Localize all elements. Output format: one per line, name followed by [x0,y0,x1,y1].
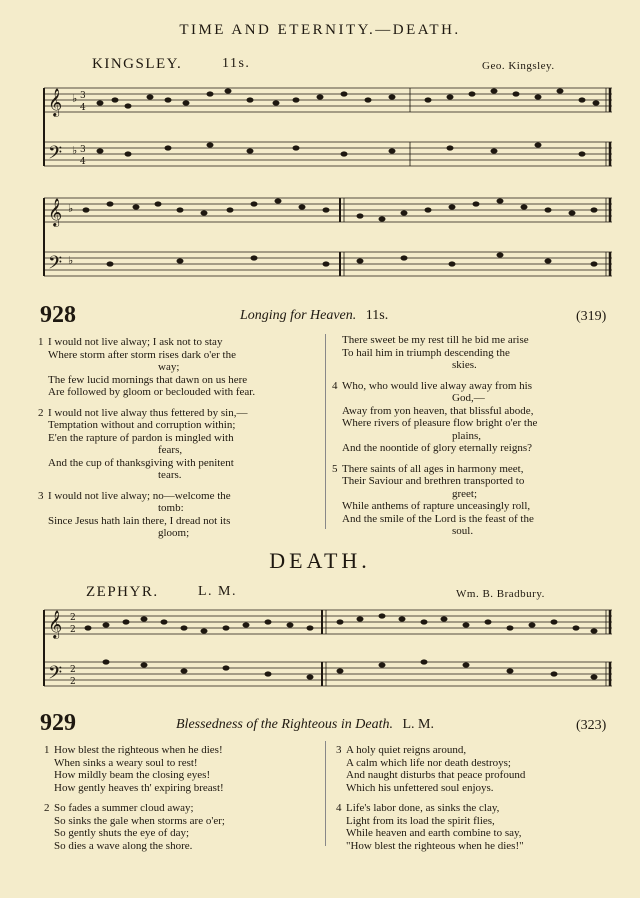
hymn-title-text: Longing for Heaven. [240,308,357,323]
column-divider [325,334,326,529]
stanza-line [38,374,322,387]
stanza-line [332,463,616,476]
music-zephyr [40,600,618,700]
stanza-line [44,827,320,840]
hymn-meter-928: 11s. [365,308,389,323]
svg-text:♭: ♭ [68,202,74,215]
stanza-number: 3 [336,744,342,756]
stanza-line-text: Which his unfettered soul enjoys. [346,781,494,794]
stanza-line-text: When sinks a weary soul to rest! [54,756,198,769]
stanza-line [38,444,322,457]
stanza-line-text: How blest the righteous when he dies! [54,744,223,756]
stanza-line [38,349,322,362]
stanza-line-text: I would not live alway thus fettered by sin,— [48,406,248,419]
stanza-line [38,457,322,470]
stanza-line-text: "How blest the righteous when he dies!" [346,839,524,852]
stanza-line-text: A holy quiet reigns around, [346,744,467,756]
stanza-line-text: Life's labor done, as sinks the clay, [346,802,500,814]
hymn-title-928 [240,308,388,324]
stanza-line [38,386,322,399]
composer-kingsley: Geo. Kingsley. [482,60,555,72]
tune-name-kingsley: KINGSLEY. [92,56,183,72]
stanza-line [332,380,616,393]
hymn-meter-929: L. M. [402,717,434,732]
stanza-line [44,802,320,815]
column-divider [325,741,326,846]
stanza-number: 4 [336,802,342,814]
hymn-ref-929: (323) [576,718,607,733]
stanza-line-text: Light from its load the spirit flies, [346,814,495,827]
stanza-line [44,757,320,770]
stanza-line-text: fears, [158,444,183,456]
stanza-line-text: And naught disturbs that peace profound [346,769,526,781]
hymn-929-column-1 [44,744,320,860]
stanza-line [336,827,616,840]
stanza-line-text: There sweet be my rest till he bid me arise [342,334,529,346]
stanza [336,744,616,794]
svg-text:♭: ♭ [72,92,78,105]
stanza [38,336,322,399]
stanza [332,463,616,538]
stanza [332,380,616,455]
svg-text:♭: ♭ [72,144,78,157]
svg-text:2: 2 [70,613,76,623]
stanza-line-text: gloom; [158,527,190,539]
stanza-line-text: So dies a wave along the shore. [54,839,193,852]
running-head: TIME AND ETERNITY.—DEATH. [179,22,461,38]
svg-text:𝄢: 𝄢 [48,253,63,278]
stanza [38,490,322,540]
stanza-line-text: way; [158,361,180,373]
stanza-line [332,500,616,513]
hymn-number-929: 929 [40,710,76,736]
composer-zephyr: Wm. B. Bradbury. [456,588,545,600]
stanza-line-text: greet; [452,487,478,500]
stanza-line-text: skies. [452,359,477,371]
stanza-line [332,525,616,538]
stanza-line-text: There saints of all ages in harmony meet, [342,462,524,475]
stanza-line [332,430,616,443]
stanza-line-text: How gently heaves th' expiring breast! [54,781,224,794]
stanza-line-text: Their Saviour and brethren transported to [342,475,525,487]
stanza-line-text: plains, [452,429,482,442]
stanza-line [38,407,322,420]
stanza-line [336,744,616,757]
stanza-line-text: tears. [158,469,182,481]
section-title: DEATH. [269,548,371,573]
stanza-line-text: While heaven and earth combine to say, [346,827,522,839]
stanza-line [44,815,320,828]
hymn-928-column-2 [332,334,616,546]
stanza-line-text: And the noontide of glory eternally reigns? [342,442,533,454]
stanza-line-text: Where storm after storm rises dark o'er the [48,348,236,361]
stanza-line [332,475,616,488]
stanza-line [38,361,322,374]
stanza-line [332,417,616,430]
stanza-number: 5 [332,462,338,475]
svg-text:3: 3 [80,145,86,155]
stanza-line-text: So fades a summer cloud away; [54,802,194,814]
stanza-line [336,782,616,795]
svg-text:𝄞: 𝄞 [48,198,63,226]
stanza-line [38,490,322,503]
stanza-line-text: A calm which life nor death destroys; [346,756,511,769]
stanza-line-text: So gently shuts the eye of day; [54,827,190,839]
stanza-line-text: And the cup of thanksgiving with penitent [48,456,234,469]
stanza-number: 1 [44,744,50,756]
stanza-line [336,840,616,853]
stanza-number: 4 [332,379,338,392]
hymn-928-column-1 [38,336,322,548]
hymn-929-column-2 [336,744,616,860]
stanza-line [332,347,616,360]
stanza [38,407,322,482]
tune-meter-zephyr: L. M. [198,584,237,599]
stanza-line-text: How mildly beam the closing eyes! [54,769,211,781]
tune-meter-kingsley: 11s. [222,56,251,71]
stanza-line [38,515,322,528]
stanza-line [332,405,616,418]
stanza-number: 2 [44,802,50,814]
stanza [44,744,320,794]
svg-text:𝄢: 𝄢 [48,143,63,168]
stanza-line-text: I would not live alway; no—welcome the [48,489,231,502]
stanza-line [44,782,320,795]
stanza [332,334,616,372]
stanza-line-text: While anthems of rapture unceasingly roll, [342,500,531,512]
stanza-line-text: Temptation without and corruption within; [48,419,236,431]
stanza-line [336,815,616,828]
hymn-ref-928: (319) [576,309,607,324]
stanza-line-text: I would not live alway; I ask not to stay [48,336,223,348]
svg-text:4: 4 [80,103,86,113]
stanza-line [332,392,616,405]
stanza-number: 3 [38,489,44,502]
stanza-line [38,502,322,515]
stanza-line [38,419,322,432]
svg-text:𝄞: 𝄞 [48,88,63,116]
stanza-line-text: Since Jesus hath lain there, I dread not its [48,514,231,527]
stanza-line-text: Are followed by gloom or beclouded with fear. [48,386,256,398]
stanza-line [332,488,616,501]
stanza-line-text: God,— [452,392,485,404]
stanza-line [44,769,320,782]
stanza-line [44,744,320,757]
stanza-line-text: tomb: [158,502,184,514]
stanza-number: 1 [38,336,44,348]
tune-name-zephyr: ZEPHYR. [86,584,159,600]
svg-text:𝄞: 𝄞 [48,610,63,638]
stanza-line [38,336,322,349]
svg-text:♭: ♭ [68,254,74,267]
stanza-number: 2 [38,406,44,419]
stanza-line-text: soul. [452,525,474,537]
music-kingsley-system-1 [40,78,618,176]
svg-text:4: 4 [80,157,86,167]
hymn-title-text: Blessedness of the Righteous in Death. [176,717,393,732]
stanza-line [332,334,616,347]
stanza-line-text: Where rivers of pleasure flow bright o'er the [342,417,538,429]
svg-text:2: 2 [70,665,76,675]
stanza-line [44,840,320,853]
stanza-line-text: And the smile of the Lord is the feast of the [342,512,534,525]
stanza-line-text: E'en the rapture of pardon is mingled with [48,431,234,444]
stanza-line-text: Away from yon heaven, that blissful abode, [342,404,534,417]
hymn-title-929 [176,717,434,733]
svg-text:2: 2 [70,677,76,687]
stanza-line-text: The few lucid mornings that dawn on us here [48,373,248,386]
hymn-number-928: 928 [40,302,76,328]
stanza-line [332,359,616,372]
stanza-line-text: Who, who would live alway away from his [342,379,533,392]
svg-text:3: 3 [80,91,86,101]
stanza-line [332,513,616,526]
svg-text:𝄢: 𝄢 [48,663,63,688]
stanza-line [336,769,616,782]
stanza-line-text: So sinks the gale when storms are o'er; [54,814,225,827]
music-kingsley-system-2 [40,184,618,288]
stanza-line [38,432,322,445]
stanza-line [336,757,616,770]
stanza-line [332,442,616,455]
stanza-line [336,802,616,815]
stanza-line-text: To hail him in triumph descending the [342,346,510,359]
stanza-line [38,527,322,540]
stanza-line [38,469,322,482]
stanza [44,802,320,852]
stanza [336,802,616,852]
svg-text:2: 2 [70,625,76,635]
